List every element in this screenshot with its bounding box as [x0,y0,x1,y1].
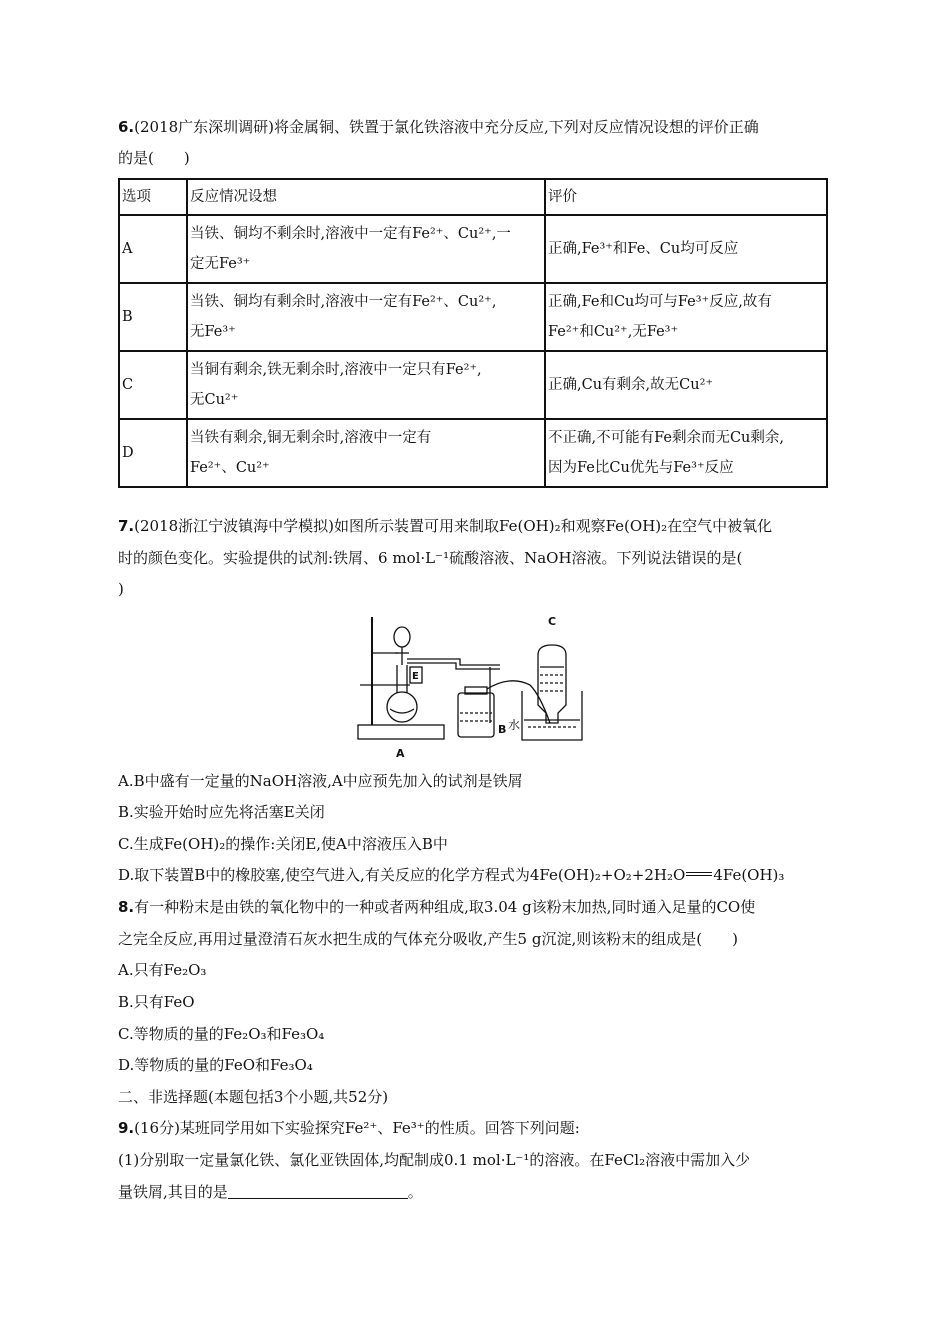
label-water: 水 [508,718,521,732]
label-b: B [498,723,507,736]
row-option: B [119,283,187,351]
cell-line: 无Fe³⁺ [190,324,236,340]
tube [487,681,550,723]
row-hypothesis [187,283,545,351]
row-option: D [119,419,187,487]
q7-stem-line2: 时的颜色变化。实验提供的试剂:铁屑、6 mol·L⁻¹硫酸溶液、NaOH溶液。下列说法错误的是( [118,549,743,567]
q8-option-c: C.等物质的量的Fe₂O₃和Fe₃O₄ [118,1025,325,1043]
label-c: C [548,615,557,628]
q7-option-a: A.B中盛有一定量的NaOH溶液,A中应预先加入的试剂是铁屑 [118,772,523,790]
cell-line: 无Cu²⁺ [190,392,239,408]
q6-options-table [118,178,828,488]
q9-stem-line2: (1)分别取一定量氯化铁、氯化亚铁固体,均配制成0.1 mol·L⁻¹的溶液。在FeCl₂溶液中需加入少 [118,1151,751,1169]
cell-line: Fe²⁺和Cu²⁺,无Fe³⁺ [548,324,679,340]
separatory-funnel [394,627,410,647]
apparatus-figure [350,605,590,763]
q6-text-line1: (2018广东深圳调研)将金属铜、铁置于氯化铁溶液中充分反应,下列对反应情况设想的评价正确 [134,118,759,136]
row-evaluation [545,419,827,487]
q9-text-line3: 量铁屑,其目的是 [118,1183,228,1201]
q7-option-d-right: 4Fe(OH)₃ [713,866,785,884]
q9-line3-end: 。 [407,1183,423,1201]
water-trough [522,691,582,740]
q6-stem-line1 [118,117,759,137]
tube [407,659,500,665]
q7-option-d [118,865,784,885]
q9-number: 9. [118,1119,135,1137]
flask-a [387,692,417,722]
row-hypothesis [187,351,545,419]
cell-line: 正确,Fe和Cu均可与Fe³⁺反应,故有 [548,294,772,310]
cell-line: 因为Fe比Cu优先与Fe³⁺反应 [548,460,734,476]
q8-option-d: D.等物质的量的FeO和Fe₃O₄ [118,1056,313,1074]
q8-text-line1: 有一种粉末是由铁的氧化物中的一种或者两种组成,取3.04 g该粉末加热,同时通入足量的CO使 [134,898,756,916]
bottle-b [458,693,494,737]
q9-text-line1: (16分)某班同学用如下实验探究Fe²⁺、Fe³⁺的性质。回答下列问题: [134,1119,580,1137]
cell-line: 当铁、铜均有剩余时,溶液中一定有Fe²⁺、Cu²⁺, [190,294,497,310]
row-option: C [119,351,187,419]
q7-option-c: C.生成Fe(OH)₂的操作:关闭E,使A中溶液压入B中 [118,835,448,853]
tube [407,663,500,669]
cell-line: 正确,Cu有剩余,故无Cu²⁺ [548,377,714,393]
equals-sign [686,872,712,876]
cell-line: 当铁、铜均不剩余时,溶液中一定有Fe²⁺、Cu²⁺,一 [190,226,511,242]
row-hypothesis [187,215,545,283]
q9-stem-line3 [118,1182,423,1202]
q7-stem-line3: ) [118,580,124,598]
cell-line: 正确,Fe³⁺和Fe、Cu均可反应 [548,241,739,257]
stand-base [358,725,444,739]
q9-stem-line1 [118,1118,580,1138]
section-heading: 二、非选择题(本题包括3个小题,共52分) [118,1088,389,1106]
q6-stem-line2: 的是( ) [118,149,190,167]
q7-option-b: B.实验开始时应先将活塞E关闭 [118,803,325,821]
q8-stem-line1 [118,897,755,917]
table-row [119,283,827,351]
label-a: A [396,747,405,760]
header-hypothesis: 反应情况设想 [187,179,545,215]
q8-option-a: A.只有Fe₂O₃ [118,961,207,979]
cell-line: 定无Fe³⁺ [190,256,251,272]
table-row [119,215,827,283]
q8-number: 8. [118,898,135,916]
q8-option-b: B.只有FeO [118,993,195,1011]
table-row [119,419,827,487]
row-evaluation [545,283,827,351]
table-row [119,351,827,419]
row-evaluation [545,351,827,419]
q7-stem-line1 [118,516,772,536]
cell-line: 当铜有剩余,铁无剩余时,溶液中一定只有Fe²⁺, [190,362,482,378]
label-e: E [412,671,419,682]
header-evaluation: 评价 [545,179,827,215]
table-header-row [119,179,827,215]
q7-text-line1: (2018浙江宁波镇海中学模拟)如图所示装置可用来制取Fe(OH)₂和观察Fe(OH)₂在空气中被氧化 [134,517,773,535]
cell-line: 不正确,不可能有Fe剩余而无Cu剩余, [548,430,784,446]
q7-option-d-left: D.取下装置B中的橡胶塞,使空气进入,有关反应的化学方程式为4Fe(OH)₂+O₂+2H₂O [118,866,686,884]
bottle-c [538,645,566,723]
cell-line: Fe²⁺、Cu²⁺ [190,460,270,476]
answer-blank[interactable] [228,1182,408,1199]
row-option: A [119,215,187,283]
q7-number: 7. [118,517,135,535]
header-option: 选项 [119,179,187,215]
flask-liquid [390,709,414,713]
row-hypothesis [187,419,545,487]
cell-line: 当铁有剩余,铜无剩余时,溶液中一定有 [190,430,432,446]
row-evaluation [545,215,827,283]
q6-number: 6. [118,118,135,136]
q8-stem-line2: 之完全反应,再用过量澄清石灰水把生成的气体充分吸收,产生5 g沉淀,则该粉末的组成是( ) [118,930,738,948]
